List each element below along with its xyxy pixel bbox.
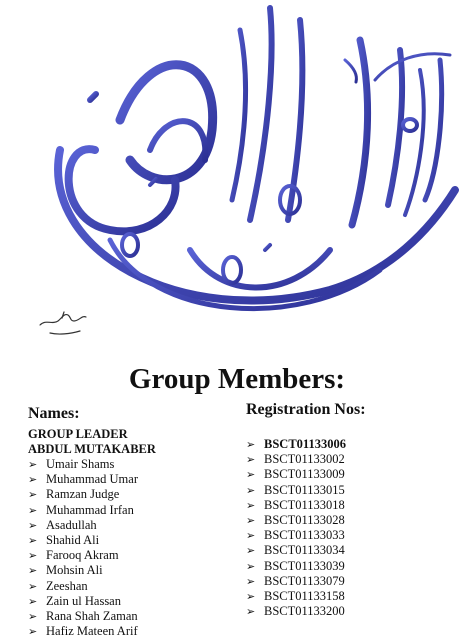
member-name	[28, 503, 138, 518]
registration-number-text: BSCT01133079	[264, 573, 345, 588]
arrow-bullet-icon: ➢	[246, 544, 256, 558]
member-name	[28, 472, 138, 487]
member-name-text: Muhammad Irfan	[46, 502, 134, 517]
registration-number-text: BSCT01133200	[264, 604, 345, 619]
registration-number-text: BSCT01133034	[264, 543, 345, 558]
member-names-list	[28, 457, 138, 639]
member-name-text: Umair Shams	[46, 457, 115, 471]
member-name	[28, 579, 138, 594]
member-name	[28, 563, 138, 578]
registration-number-text: BSCT01133158	[264, 588, 345, 603]
arrow-bullet-icon: ➢	[28, 518, 38, 532]
registration-number	[246, 467, 346, 482]
registration-heading: Registration Nos:	[246, 401, 366, 418]
arrow-bullet-icon: ➢	[28, 533, 38, 547]
arrow-bullet-icon: ➢	[246, 498, 256, 512]
arrow-bullet-icon: ➢	[28, 458, 38, 471]
member-name-text: Shahid Ali	[46, 532, 100, 547]
member-name-text: Farooq Akram	[46, 548, 119, 563]
arrow-bullet-icon: ➢	[28, 609, 38, 623]
registration-number	[246, 528, 346, 543]
member-name	[28, 487, 138, 502]
registration-number-text: BSCT01133015	[264, 482, 345, 497]
registration-number-text: BSCT01133002	[264, 452, 345, 467]
member-name	[28, 457, 138, 472]
arrow-bullet-icon: ➢	[28, 503, 38, 517]
group-leader-name: ABDUL MUTAKABER	[28, 442, 156, 456]
arrow-bullet-icon: ➢	[246, 605, 256, 619]
registration-number	[246, 559, 346, 574]
arrow-bullet-icon: ➢	[28, 473, 38, 487]
member-name-text: Ramzan Judge	[46, 487, 120, 502]
arrow-bullet-icon: ➢	[28, 594, 38, 608]
member-name-text: Mohsin Ali	[46, 563, 103, 578]
names-heading: Names:	[28, 405, 80, 422]
arrow-bullet-icon: ➢	[28, 579, 38, 593]
arrow-bullet-icon: ➢	[246, 483, 256, 497]
member-name-text: Rana Shah Zaman	[46, 608, 138, 623]
registration-number-text: BSCT01133009	[264, 467, 345, 482]
arrow-bullet-icon: ➢	[28, 488, 38, 502]
arrow-bullet-icon: ➢	[246, 513, 256, 527]
registration-number	[246, 437, 346, 452]
member-name	[28, 548, 138, 563]
registration-number-text: BSCT01133028	[264, 512, 345, 527]
arrow-bullet-icon: ➢	[246, 529, 256, 543]
arrow-bullet-icon: ➢	[246, 574, 256, 588]
arrow-bullet-icon: ➢	[28, 549, 38, 563]
registration-number	[246, 513, 346, 528]
registration-number	[246, 604, 346, 619]
registration-number-text: BSCT01133039	[264, 558, 345, 573]
member-name-text: Muhammad Umar	[46, 472, 138, 487]
registration-number	[246, 543, 346, 558]
registration-number-text: BSCT01133033	[264, 528, 345, 543]
page-title: Group Members:	[128, 363, 346, 395]
artist-signature	[40, 312, 86, 334]
registration-number-text: BSCT01133006	[264, 437, 346, 451]
member-name	[28, 533, 138, 548]
member-name-text: Asadullah	[46, 517, 97, 532]
registration-number-text: BSCT01133018	[264, 497, 345, 512]
registration-number	[246, 483, 346, 498]
arrow-bullet-icon: ➢	[28, 625, 38, 639]
member-name	[28, 594, 138, 609]
arrow-bullet-icon: ➢	[246, 559, 256, 573]
arrow-bullet-icon: ➢	[246, 438, 256, 451]
arrow-bullet-icon: ➢	[246, 468, 256, 482]
member-name-text: Zain ul Hassan	[46, 593, 121, 608]
member-name	[28, 609, 138, 624]
arrow-bullet-icon: ➢	[246, 453, 256, 467]
member-name-text: Hafiz Mateen Arif	[46, 624, 138, 639]
registration-number	[246, 498, 346, 513]
member-name	[28, 518, 138, 533]
arrow-bullet-icon: ➢	[28, 564, 38, 578]
group-leader-label: GROUP LEADER	[28, 427, 128, 441]
arrow-bullet-icon: ➢	[246, 589, 256, 603]
registration-number	[246, 574, 346, 589]
registration-number	[246, 452, 346, 467]
member-name-text: Zeeshan	[46, 578, 88, 593]
registration-number	[246, 589, 346, 604]
registration-numbers-list	[246, 437, 346, 619]
